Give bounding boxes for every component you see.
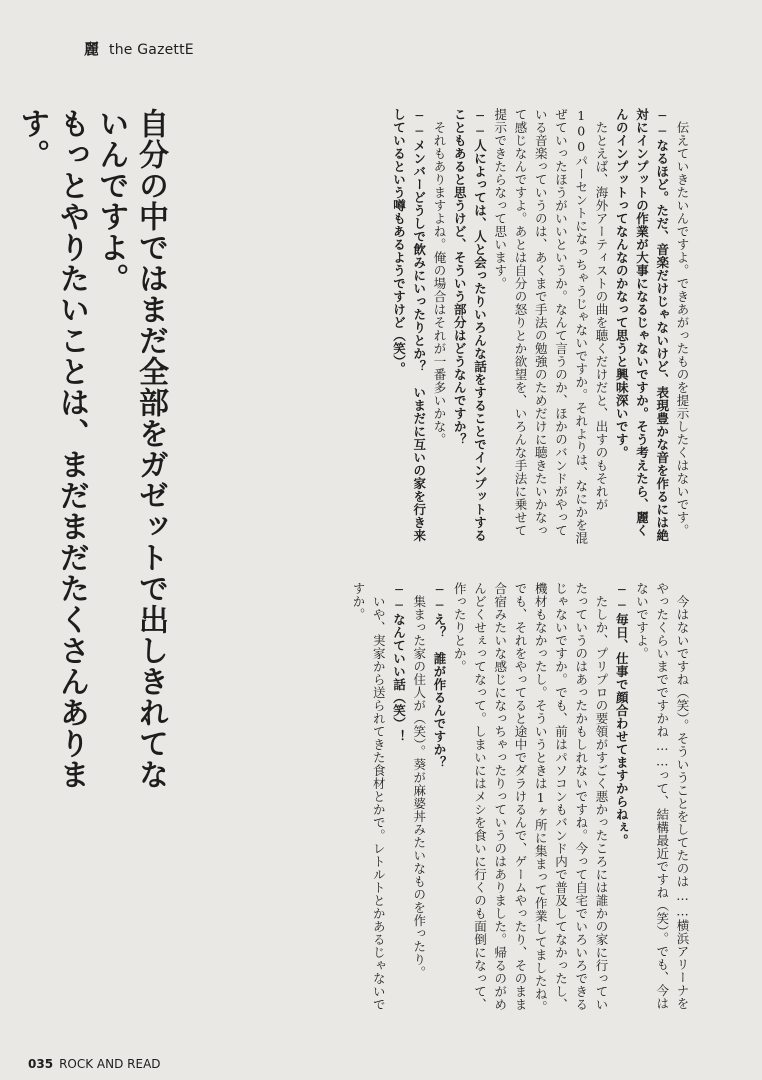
running-header	[84, 38, 194, 59]
interviewer-question: ──なるほど。ただ、音楽だけじゃないけど、表現豊かな音を作るには絶対にインプットの作業が大事になるじゃないですか。そう考えたら、麗くんのインプットってなんなのかなって思うと興味深いです。	[614, 108, 670, 542]
paragraph: 集まった家の住人が（笑）。葵が麻婆丼みたいなものを作ったり。	[411, 594, 427, 979]
interviewer-question: ──人によっては、人と会ったりいろんな話をすることでインプットすることもあると思うけど、そういう部分はどうなんですか？	[452, 108, 488, 542]
headline-line-1: 自分の中ではまだ全部をガゼットで出しきれてないんですよ。	[93, 108, 168, 790]
paragraph: 今はないですね（笑）。そういうことをしてたのは……横浜アリーナをやったくらいまでですかね……って、結構最近ですね（笑）。でも、今はないですよ。	[634, 582, 690, 1010]
interview-column-top	[208, 108, 692, 548]
page-number: 035	[28, 1057, 54, 1071]
interviewer-question: ──毎日、仕事で顔合わせてますからねぇ。	[614, 582, 630, 847]
magazine-name: ROCK AND READ	[59, 1057, 161, 1071]
page-footer	[28, 1057, 161, 1071]
paragraph: いや、実家から送られてきた食材とかで。レトルトとかあるじゃないですか。	[351, 582, 387, 1011]
paragraph: たとえば、海外アーティストの曲を聴くだけだと、出すのもそれが100パーセントになっちゃうじゃないですか。それよりは、なにかを混ぜていったほうがいいというか。なんて言うのか、ほかのバンドがやっている音楽っていうのは、あくまで手法の勉強のためだけに聴きたいかなって感じなんですよ。あとは自分の怒りとか欲望を、いろんな手法に乗せて提示できたらなって思います。	[492, 108, 609, 545]
paragraph: それもありますよね。俺の場合はそれが一番多いかな。	[432, 120, 447, 446]
interviewer-question: ──メンバーどうしで飲みにいったりとか？ いまだに互いの家を行き来しているという噂もあるようですけど（笑）。	[391, 108, 427, 542]
header-kanji: 麗	[84, 40, 100, 58]
paragraph: たしか、プリプロの要領がすごく悪かったころには誰かの家に行っていたっていうのはあったかもしれないですね。今って自宅でいろいろできるじゃないですか。でも、前はパソコンもバンド内で普及してなかったし、機材もなかったし。そういうときは1ヶ所に集まって作業してましたね。でも、それをやってると途中でダラけるんで、ゲームやったり、そのまま合宿みたいな感じになっちゃったりっていうのはありました。帰るのがめんどくせぇってなって。しまいにはメシを食いに行くのも面倒になって、作ったりとか。	[452, 582, 609, 1014]
headline-line-2: もっとやりたいことは、まだまだたくさんあります。	[14, 108, 89, 790]
header-band-name: the GazettE	[109, 42, 194, 58]
interviewer-question: ──え？ 誰が作るんですか？	[432, 582, 447, 769]
pull-quote-headline	[14, 108, 170, 808]
interview-column-bottom	[208, 582, 692, 1022]
paragraph: 伝えていきたいんですよ。できあがったものを提示したくはないです。	[675, 120, 690, 537]
interviewer-question: ──なんていい話（笑）！	[391, 582, 407, 743]
